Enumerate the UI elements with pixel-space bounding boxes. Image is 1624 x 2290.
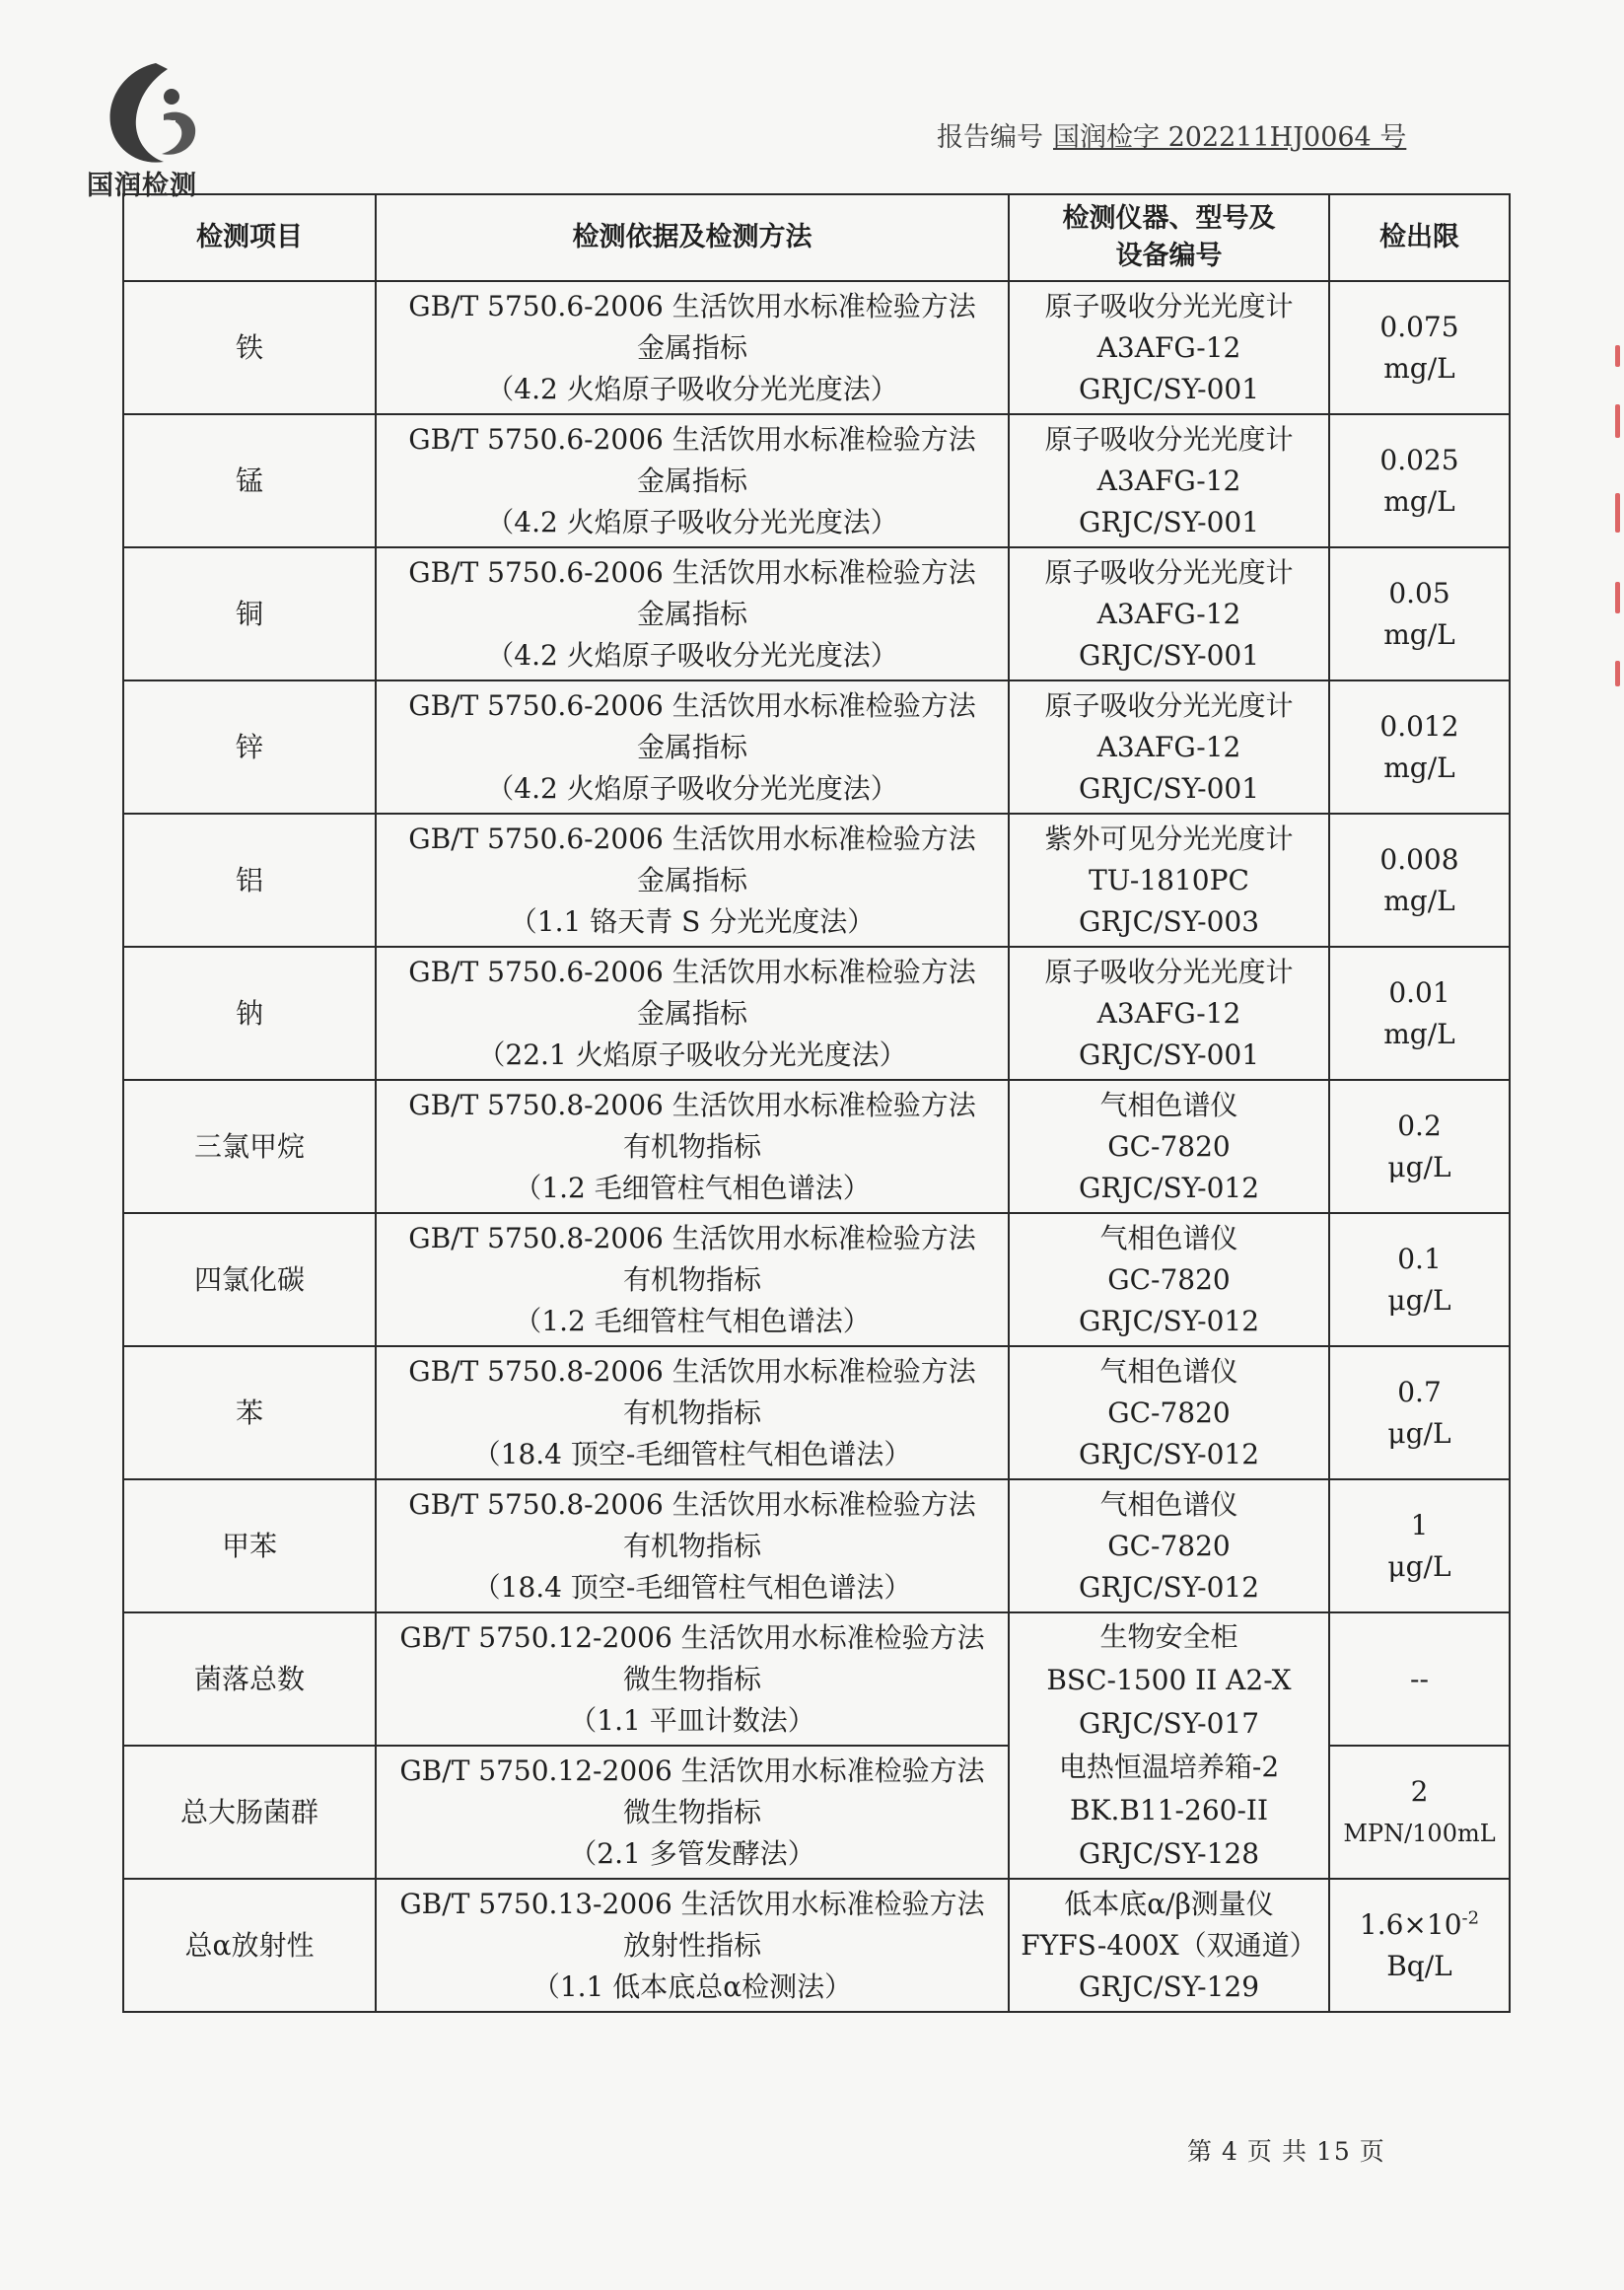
limit-cell <box>1329 1080 1510 1213</box>
header-instrument-line: 设备编号 <box>1115 241 1223 271</box>
limit-exponent: -2 <box>1461 1907 1480 1929</box>
method-cell <box>376 414 1009 547</box>
method-line: （4.2 火焰原子吸收分光光度法） <box>486 505 898 538</box>
method-line: 有机物指标 <box>622 1129 761 1163</box>
limit-value <box>1330 1904 1509 1946</box>
limit-cell <box>1329 814 1510 947</box>
instrument-line: GRJC/SY-003 <box>1078 904 1260 938</box>
limit-cell <box>1329 1213 1510 1346</box>
limit-cell <box>1329 1612 1510 1746</box>
header-limit: 检出限 <box>1329 194 1510 281</box>
instrument-cell <box>1009 414 1329 547</box>
method-line: 金属指标 <box>636 330 747 364</box>
footer-text: 页 <box>1359 2137 1386 2166</box>
method-line: 金属指标 <box>636 597 747 630</box>
method-cell <box>376 1879 1009 2012</box>
report-number-value: 国润检字 202211HJ0064 号 <box>1053 122 1407 153</box>
limit-unit: μg/L <box>1387 1549 1451 1583</box>
method-line: （4.2 火焰原子吸收分光光度法） <box>486 771 898 805</box>
logo-text: 国润检测 <box>87 171 197 201</box>
edge-mark <box>1615 493 1620 533</box>
instrument-line: 气相色谱仪 <box>1099 1354 1238 1388</box>
method-cell <box>376 680 1009 814</box>
method-line: （22.1 火焰原子吸收分光光度法） <box>477 1038 907 1071</box>
method-line: GB/T 5750.6-2006 生活饮用水标准检验方法 <box>408 688 976 722</box>
header-method: 检测依据及检测方法 <box>376 194 1009 281</box>
instrument-line: 低本底α/β测量仪 <box>1064 1887 1274 1920</box>
limit-unit: mg/L <box>1383 484 1455 518</box>
method-line: GB/T 5750.6-2006 生活饮用水标准检验方法 <box>408 289 976 322</box>
limit-number: 0.012 <box>1379 709 1459 743</box>
method-line: GB/T 5750.8-2006 生活饮用水标准检验方法 <box>408 1221 976 1254</box>
method-cell <box>376 1479 1009 1612</box>
page-edge-marks <box>1613 345 1624 700</box>
footer-text: 页 <box>1246 2137 1274 2166</box>
limit-cell <box>1329 547 1510 680</box>
instrument-line: FYFS-400X（双通道） <box>1021 1928 1317 1962</box>
limit-cell <box>1329 281 1510 414</box>
table-header-row <box>123 194 1510 281</box>
edge-mark <box>1615 404 1620 438</box>
instrument-line: GRJC/SY-001 <box>1078 372 1260 405</box>
page-footer <box>1183 2132 1390 2168</box>
method-line: 金属指标 <box>636 464 747 497</box>
limit-number: 1.6×10 <box>1359 1907 1462 1941</box>
limit-value <box>1330 1106 1509 1147</box>
limit-number: 2 <box>1410 1774 1429 1808</box>
instrument-line: GRJC/SY-001 <box>1078 1038 1260 1071</box>
limit-number: 0.01 <box>1388 975 1450 1009</box>
instrument-line: GRJC/SY-017 <box>1078 1707 1260 1740</box>
method-line: （1.2 毛细管柱气相色谱法） <box>514 1304 871 1337</box>
method-line: 放射性指标 <box>622 1928 761 1962</box>
item-cell: 总α放射性 <box>123 1879 376 2012</box>
instrument-line: GRJC/SY-012 <box>1078 1437 1260 1470</box>
method-cell <box>376 1213 1009 1346</box>
method-cell <box>376 1746 1009 1879</box>
item-cell: 铁 <box>123 281 376 414</box>
edge-mark <box>1615 661 1620 686</box>
limit-cell <box>1329 680 1510 814</box>
method-line: （2.1 多管发酵法） <box>569 1836 815 1870</box>
instrument-cell <box>1009 1879 1329 2012</box>
instrument-line: A3AFG-12 <box>1096 330 1241 364</box>
method-line: 有机物指标 <box>622 1529 761 1562</box>
company-logo <box>87 59 215 201</box>
footer-text: 第 <box>1187 2137 1215 2166</box>
method-line: （1.2 毛细管柱气相色谱法） <box>514 1171 871 1204</box>
instrument-line: GRJC/SY-012 <box>1078 1570 1260 1604</box>
limit-unit: μg/L <box>1387 1150 1451 1183</box>
table-row <box>123 547 1510 680</box>
item-cell: 苯 <box>123 1346 376 1479</box>
limit-number: -- <box>1410 1662 1429 1695</box>
limit-number: 0.7 <box>1397 1375 1442 1408</box>
instrument-line: GRJC/SY-129 <box>1078 1969 1260 2003</box>
report-number-label: 报告编号 <box>937 122 1043 153</box>
instrument-line: 气相色谱仪 <box>1099 1487 1238 1521</box>
item-cell: 锰 <box>123 414 376 547</box>
table-row <box>123 1080 1510 1213</box>
limit-unit: mg/L <box>1383 1017 1455 1050</box>
edge-mark <box>1615 345 1620 367</box>
instrument-cell <box>1009 680 1329 814</box>
limit-number: 1 <box>1410 1508 1429 1541</box>
limit-number: 0.1 <box>1397 1242 1442 1275</box>
method-line: 微生物指标 <box>622 1795 761 1828</box>
instrument-line: BSC-1500 II A2-X <box>1046 1664 1292 1696</box>
item-cell: 铜 <box>123 547 376 680</box>
instrument-cell <box>1009 947 1329 1080</box>
instrument-cell <box>1009 1080 1329 1213</box>
limit-unit: mg/L <box>1383 751 1455 784</box>
table-row <box>123 1213 1510 1346</box>
instrument-line: 气相色谱仪 <box>1099 1221 1238 1254</box>
limit-number: 0.075 <box>1379 310 1459 343</box>
item-cell: 锌 <box>123 680 376 814</box>
limit-value <box>1330 972 1509 1014</box>
method-cell <box>376 1346 1009 1479</box>
method-line: GB/T 5750.8-2006 生活饮用水标准检验方法 <box>408 1354 976 1388</box>
method-line: 金属指标 <box>636 730 747 763</box>
method-line: 有机物指标 <box>622 1395 761 1429</box>
header-instrument <box>1009 194 1329 281</box>
limit-cell <box>1329 947 1510 1080</box>
header-item: 检测项目 <box>123 194 376 281</box>
limit-value <box>1330 1505 1509 1546</box>
table-row <box>123 1346 1510 1479</box>
limit-number: 0.008 <box>1379 842 1459 876</box>
method-line: GB/T 5750.12-2006 生活饮用水标准检验方法 <box>399 1620 985 1654</box>
header-instrument-line: 检测仪器、型号及 <box>1062 203 1276 234</box>
instrument-line: 电热恒温培养箱-2 <box>1058 1751 1280 1783</box>
limit-cell <box>1329 1746 1510 1879</box>
footer-text: 共 <box>1281 2137 1308 2166</box>
method-line: GB/T 5750.6-2006 生活饮用水标准检验方法 <box>408 555 976 589</box>
table-row <box>123 1612 1510 1746</box>
instrument-cell <box>1009 1612 1329 1879</box>
limit-cell <box>1329 1346 1510 1479</box>
instrument-line: GC-7820 <box>1107 1529 1231 1562</box>
instrument-line: 气相色谱仪 <box>1099 1088 1238 1121</box>
limit-value <box>1330 307 1509 348</box>
instrument-line: A3AFG-12 <box>1096 730 1241 763</box>
table-row <box>123 1479 1510 1612</box>
method-line: 金属指标 <box>636 863 747 896</box>
instrument-line: GC-7820 <box>1107 1262 1231 1296</box>
report-number <box>937 115 1406 154</box>
method-line: GB/T 5750.8-2006 生活饮用水标准检验方法 <box>408 1487 976 1521</box>
instrument-line: 原子吸收分光光度计 <box>1044 422 1294 456</box>
limit-cell <box>1329 1479 1510 1612</box>
instrument-line: BK.B11-260-II <box>1069 1794 1269 1826</box>
item-cell: 菌落总数 <box>123 1612 376 1746</box>
instrument-line: GC-7820 <box>1107 1129 1231 1163</box>
limit-unit: μg/L <box>1387 1283 1451 1317</box>
limit-unit: mg/L <box>1383 617 1455 651</box>
instrument-line: GRJC/SY-128 <box>1078 1837 1260 1870</box>
limit-unit: μg/L <box>1387 1416 1451 1450</box>
instrument-line: A3AFG-12 <box>1096 597 1241 630</box>
table-row <box>123 281 1510 414</box>
method-cell <box>376 1080 1009 1213</box>
footer-page-number: 4 <box>1222 2137 1239 2166</box>
instrument-line: 原子吸收分光光度计 <box>1044 688 1294 722</box>
item-cell: 甲苯 <box>123 1479 376 1612</box>
instrument-line: GRJC/SY-001 <box>1078 505 1260 538</box>
footer-total-pages: 15 <box>1315 2137 1352 2166</box>
limit-unit: MPN/100mL <box>1343 1819 1496 1847</box>
edge-mark <box>1615 582 1620 613</box>
test-method-table <box>122 193 1511 2013</box>
limit-value <box>1330 839 1509 881</box>
instrument-line: GRJC/SY-001 <box>1078 638 1260 672</box>
method-cell <box>376 281 1009 414</box>
method-line: （1.1 低本底总α检测法） <box>531 1969 853 2003</box>
limit-number: 0.025 <box>1379 443 1459 476</box>
limit-value <box>1330 1659 1509 1700</box>
method-line: 金属指标 <box>636 996 747 1030</box>
method-line: （18.4 顶空-毛细管柱气相色谱法） <box>472 1570 912 1604</box>
limit-number: 0.2 <box>1397 1109 1442 1142</box>
method-line: （18.4 顶空-毛细管柱气相色谱法） <box>472 1437 912 1470</box>
limit-value <box>1330 1239 1509 1280</box>
instrument-line: GRJC/SY-001 <box>1078 771 1260 805</box>
method-line: （4.2 火焰原子吸收分光光度法） <box>486 372 898 405</box>
instrument-line: 紫外可见分光光度计 <box>1044 822 1294 855</box>
table-row <box>123 680 1510 814</box>
instrument-cell <box>1009 281 1329 414</box>
table-row <box>123 947 1510 1080</box>
item-cell: 总大肠菌群 <box>123 1746 376 1879</box>
method-line: GB/T 5750.13-2006 生活饮用水标准检验方法 <box>399 1887 985 1920</box>
method-cell <box>376 947 1009 1080</box>
limit-value <box>1330 706 1509 748</box>
method-line: 微生物指标 <box>622 1662 761 1695</box>
limit-unit: mg/L <box>1383 884 1455 917</box>
instrument-line: 原子吸收分光光度计 <box>1044 955 1294 988</box>
instrument-line: 原子吸收分光光度计 <box>1044 555 1294 589</box>
method-line: GB/T 5750.8-2006 生活饮用水标准检验方法 <box>408 1088 976 1121</box>
instrument-line: A3AFG-12 <box>1096 464 1241 497</box>
method-line: GB/T 5750.6-2006 生活饮用水标准检验方法 <box>408 955 976 988</box>
limit-unit: mg/L <box>1383 351 1455 385</box>
item-cell: 三氯甲烷 <box>123 1080 376 1213</box>
instrument-cell <box>1009 814 1329 947</box>
method-cell <box>376 814 1009 947</box>
method-line: GB/T 5750.12-2006 生活饮用水标准检验方法 <box>399 1753 985 1787</box>
method-cell <box>376 547 1009 680</box>
limit-value <box>1330 440 1509 481</box>
instrument-line: TU-1810PC <box>1089 863 1249 896</box>
method-line: （4.2 火焰原子吸收分光光度法） <box>486 638 898 672</box>
table-row <box>123 814 1510 947</box>
limit-cell <box>1329 414 1510 547</box>
method-line: （1.1 平皿计数法） <box>569 1703 815 1737</box>
instrument-cell <box>1009 1479 1329 1612</box>
instrument-cell <box>1009 1346 1329 1479</box>
instrument-cell <box>1009 1213 1329 1346</box>
limit-number: 0.05 <box>1388 576 1450 609</box>
method-line: GB/T 5750.6-2006 生活饮用水标准检验方法 <box>408 822 976 855</box>
instrument-line: 生物安全柜 <box>1099 1620 1238 1653</box>
limit-value <box>1330 1771 1509 1813</box>
item-cell: 铝 <box>123 814 376 947</box>
method-cell <box>376 1612 1009 1746</box>
method-line: GB/T 5750.6-2006 生活饮用水标准检验方法 <box>408 422 976 456</box>
limit-cell <box>1329 1879 1510 2012</box>
table-row <box>123 1879 1510 2012</box>
instrument-line: GRJC/SY-012 <box>1078 1171 1260 1204</box>
logo-mark-icon <box>99 59 207 170</box>
method-line: （1.1 铬天青 S 分光光度法） <box>509 904 876 938</box>
table-row <box>123 414 1510 547</box>
instrument-line: GC-7820 <box>1107 1395 1231 1429</box>
item-cell: 四氯化碳 <box>123 1213 376 1346</box>
instrument-line: A3AFG-12 <box>1096 996 1241 1030</box>
method-line: 有机物指标 <box>622 1262 761 1296</box>
instrument-line: GRJC/SY-012 <box>1078 1304 1260 1337</box>
limit-value <box>1330 573 1509 614</box>
limit-value <box>1330 1372 1509 1413</box>
instrument-cell <box>1009 547 1329 680</box>
limit-unit: Bq/L <box>1386 1949 1452 1982</box>
item-cell: 钠 <box>123 947 376 1080</box>
instrument-line: 原子吸收分光光度计 <box>1044 289 1294 322</box>
